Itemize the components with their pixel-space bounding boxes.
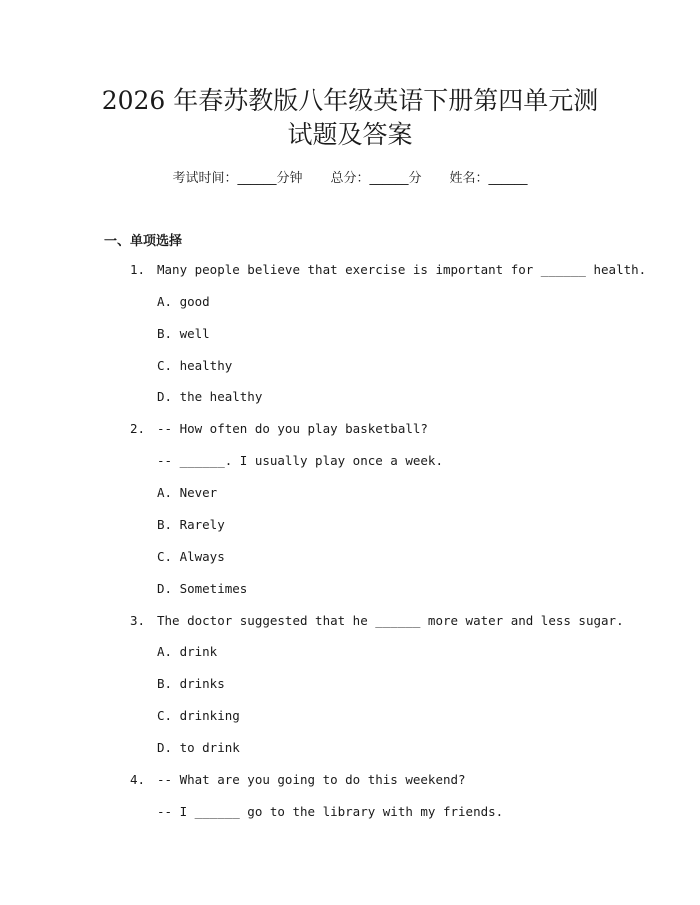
answer-option: C. drinking bbox=[157, 708, 240, 723]
answer-option: B. well bbox=[157, 326, 210, 341]
student-name-field: 姓名：______ bbox=[449, 171, 528, 186]
exam-info-bar bbox=[0, 167, 700, 186]
question-text: -- How often do you play basketball? bbox=[157, 421, 428, 436]
exam-score-field: 总分：______分 bbox=[330, 171, 422, 186]
question-number: 1. bbox=[130, 262, 146, 277]
section-heading: 一、单项选择 bbox=[104, 234, 183, 249]
question-number: 3. bbox=[130, 613, 146, 628]
document-title-line-1: 2026 年春苏教版八年级英语下册第四单元测 bbox=[101, 86, 599, 115]
question-text: Many people believe that exercise is important for ______ health. bbox=[157, 262, 647, 277]
question-number: 4. bbox=[130, 772, 146, 787]
question-text: -- What are you going to do this weekend? bbox=[157, 772, 466, 787]
question-number: 2. bbox=[130, 421, 146, 436]
answer-option: B. drinks bbox=[157, 676, 225, 691]
answer-option: D. Sometimes bbox=[157, 581, 248, 596]
document-title-line-2: 试题及答案 bbox=[287, 120, 413, 149]
answer-option: A. drink bbox=[157, 644, 218, 659]
answer-option: B. Rarely bbox=[157, 517, 225, 532]
question-text: The doctor suggested that he ______ more water and less sugar. bbox=[157, 613, 624, 628]
answer-option: D. to drink bbox=[157, 740, 240, 755]
answer-option: C. Always bbox=[157, 549, 225, 564]
answer-option: A. Never bbox=[157, 485, 218, 500]
answer-option: D. the healthy bbox=[157, 389, 263, 404]
question-text: -- ______. I usually play once a week. bbox=[157, 453, 443, 468]
answer-option: C. healthy bbox=[157, 358, 233, 373]
question-text: -- I ______ go to the library with my friends. bbox=[157, 804, 504, 819]
exam-time-field: 考试时间：______分钟 bbox=[172, 171, 303, 186]
answer-option: A. good bbox=[157, 294, 210, 309]
